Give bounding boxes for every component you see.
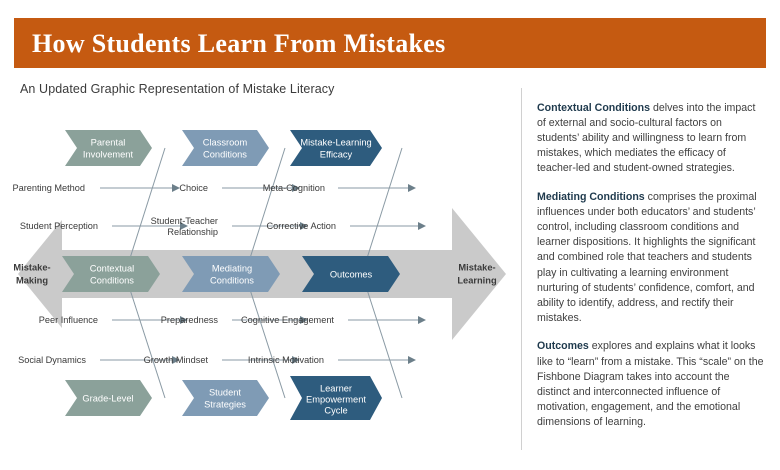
bottom-node-student-strategies-line2: Strategies: [204, 399, 246, 410]
bone-label-relationship: Relationship: [167, 227, 218, 237]
fishbone-diagram: [0, 88, 521, 458]
top-node-parental-involvement-line1: Parental: [90, 137, 126, 148]
bottom-node-grade-level[interactable]: [65, 380, 152, 416]
spine-node-mediating-conditions-line1: Mediating: [211, 263, 253, 274]
top-node-classroom-conditions[interactable]: [182, 130, 269, 166]
bone-label-preparedness: Preparedness: [160, 315, 218, 325]
spine-node-mediating-conditions[interactable]: [182, 256, 280, 292]
column-divider: [521, 88, 522, 450]
bottom-node-learner-empowerment-cycle[interactable]: [290, 376, 382, 420]
node-mistake-making-line1: Mistake-: [13, 262, 51, 273]
bone-label-corrective-action: Corrective Action: [266, 221, 336, 231]
bone-label-student-perception: Student Perception: [19, 221, 98, 231]
paragraph-body-contextual-conditions: delves into the impact of external and socio-cultural factors on students’ ability and willingness to learn from mistakes, which mediates the efficacy of teacher-led and student-owned strategies.: [537, 101, 756, 175]
bottom-node-learner-empowerment-cycle-line1: Learner: [319, 383, 353, 394]
top-node-parental-involvement-line2: Involvement: [82, 149, 134, 160]
page-title: How Students Learn From Mistakes: [32, 29, 446, 58]
paragraph-lead-contextual-conditions: Contextual Conditions: [537, 101, 650, 114]
bottom-node-student-strategies[interactable]: [182, 380, 269, 416]
spine-node-contextual-conditions[interactable]: [62, 256, 160, 292]
bottom-node-student-strategies-line1: Student: [208, 387, 242, 398]
paragraph-body-outcomes: explores and explains what it looks like to “learn” from a mistake. This “scale” on the Fishbone Diagram takes into account the distinct and interconnected influence of motivation, engagement, and the emotional dimensions of learning.: [537, 340, 764, 429]
paragraph-body-mediating-conditions: comprises the proximal influences under both educators’ and students’ control, including classroom conditions and learner dispositions. It highlights the significant and combined role that teachers and students play in cultivating a learning environment nurturing of students’ confidence, comfort, and ability to identify, address, and rectify their mistakes.: [537, 190, 757, 325]
top-node-classroom-conditions-line1: Classroom: [202, 137, 248, 148]
spine-node-mediating-conditions-line2: Conditions: [210, 275, 254, 286]
node-mistake-learning-line1: Mistake-: [458, 262, 496, 273]
bone-label-peer-influence: Peer Influence: [38, 315, 98, 325]
paragraph-contextual-conditions: [537, 101, 765, 177]
bottom-node-learner-empowerment-cycle-line3: Cycle: [324, 405, 348, 416]
page-subtitle: An Updated Graphic Representation of Mistake Literacy: [20, 82, 335, 96]
explanation-column: [537, 90, 765, 444]
top-node-mistake-learning-efficacy-line1: Mistake-Learning: [300, 137, 372, 148]
bottom-node-grade-level-line1: Grade-Level: [82, 393, 134, 404]
node-mistake-learning-line2: Learning: [457, 275, 497, 286]
spine-node-contextual-conditions-line2: Conditions: [90, 275, 134, 286]
bone-label-cognitive-engagement: Cognitive Engagement: [241, 315, 334, 325]
bottom-node-learner-empowerment-cycle-line2: Empowerment: [306, 394, 366, 405]
bone-label-intrinsic-motivation: Intrinsic Motivation: [247, 355, 324, 365]
paragraph-mediating-conditions: [537, 190, 765, 327]
bone-label-parenting-method: Parenting Method: [12, 183, 85, 193]
bone-label-choice: Choice: [179, 183, 208, 193]
bone-label-growth-mindset: Growth Mindset: [143, 355, 208, 365]
paragraph-lead-outcomes: Outcomes: [537, 340, 589, 353]
bone-label-social-dynamics: Social Dynamics: [18, 355, 86, 365]
top-node-parental-involvement[interactable]: [65, 130, 152, 166]
spine-node-contextual-conditions-line1: Contextual: [89, 263, 135, 274]
bone-label-student-teacher: Student-Teacher: [150, 216, 218, 226]
spine-node-outcomes[interactable]: [302, 256, 400, 292]
bone-label-meta-cognition: Meta-Cognition: [262, 183, 325, 193]
paragraph-lead-mediating-conditions: Mediating Conditions: [537, 190, 645, 203]
node-mistake-making-line2: Making: [15, 275, 49, 286]
paragraph-outcomes: [537, 339, 765, 430]
top-node-mistake-learning-efficacy-line2: Efficacy: [319, 149, 353, 160]
top-node-classroom-conditions-line2: Conditions: [203, 149, 247, 160]
spine-node-outcomes-line1: Outcomes: [329, 269, 373, 280]
top-node-mistake-learning-efficacy[interactable]: [290, 130, 382, 166]
